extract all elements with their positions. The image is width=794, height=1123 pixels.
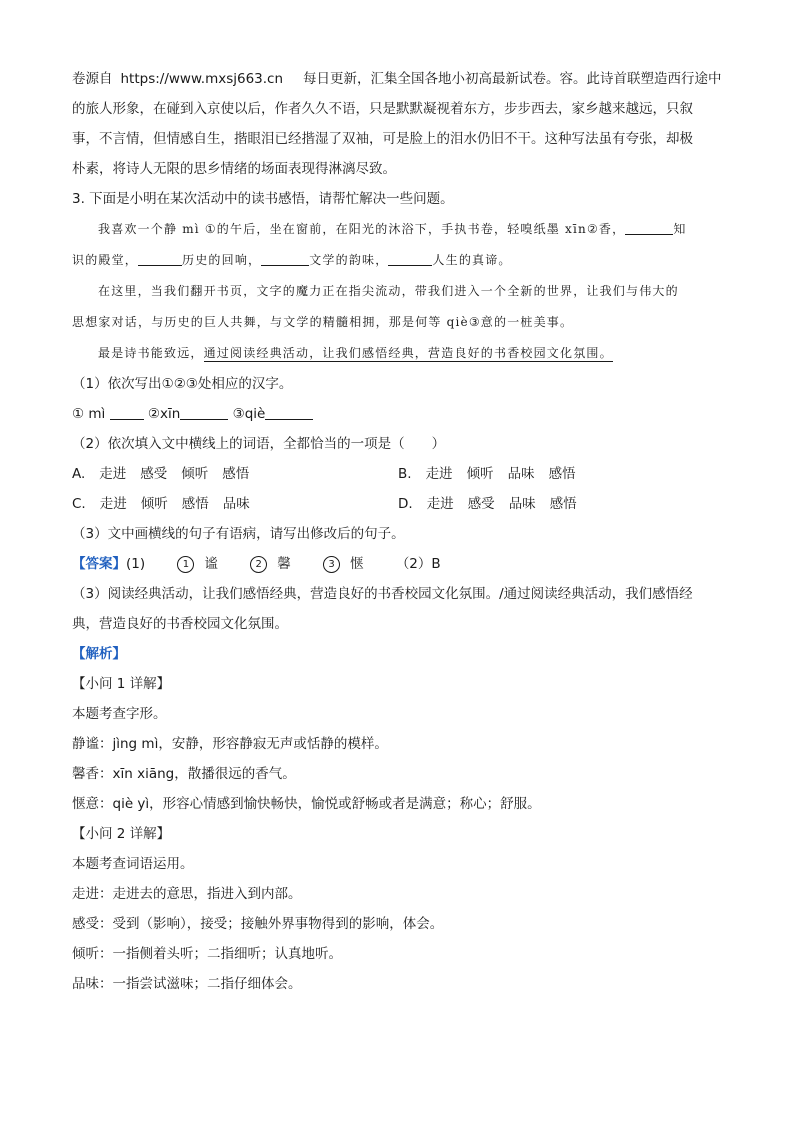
circled-number: 3 bbox=[323, 556, 340, 573]
sub-question-1-blanks: ① mì ②xīn ③qiè bbox=[72, 399, 732, 429]
analysis-text: 本题考查词语运用。 bbox=[72, 856, 194, 872]
passage-line: 最是诗书能致远，通过阅读经典活动，让我们感悟经典，营造良好的书香校园文化氛围。 bbox=[98, 346, 613, 360]
fill-blank bbox=[388, 251, 432, 266]
source-tail: 每日更新，汇集全国各地小初高最新试卷。容。此诗首联塑造西行途中 bbox=[303, 71, 722, 87]
answer-blank bbox=[110, 405, 144, 420]
source-url[interactable]: https://www.mxsj663.cn bbox=[120, 71, 284, 87]
sub-question-1: （1）依次写出①②③处相应的汉字。 bbox=[72, 376, 293, 392]
option-c: C. 走进 倾听 感悟 品味 bbox=[72, 496, 250, 512]
sub-question-3: （3）文中画横线的句子有语病，请写出修改后的句子。 bbox=[72, 526, 405, 542]
reading-passage bbox=[72, 214, 732, 369]
analysis-text: 感受：受到（影响），接受；接触外界事物得到的影响，体会。 bbox=[72, 916, 444, 932]
answer-line: （3）阅读经典活动，让我们感悟经典，营造良好的书香校园文化氛围。/通过阅读经典活动，我们感悟经 bbox=[72, 586, 693, 602]
answer-tag: 【答案】 bbox=[72, 556, 126, 572]
question-3-title: 3. 下面是小明在某次活动中的读书感悟，请帮忙解决一些问题。 bbox=[72, 191, 454, 207]
answer-line: 【答案】(1) 1 谧 2 馨 3 惬 （2）B bbox=[72, 556, 441, 572]
source-prefix: 卷源自 bbox=[72, 71, 113, 87]
analysis-text: 馨香：xīn xiāng，散播很远的香气。 bbox=[72, 766, 296, 782]
circled-number: 1 bbox=[177, 556, 194, 573]
analysis-text: 本题考查字形。 bbox=[72, 706, 167, 722]
analysis-text: 走进：走进去的意思，指进入到内部。 bbox=[72, 886, 302, 902]
circled-number: 2 bbox=[250, 556, 267, 573]
analysis-tag: 【解析】 bbox=[72, 646, 126, 662]
answer-blank bbox=[180, 405, 228, 420]
analysis-text: 倾听：一指侧着头听；二指细听；认真地听。 bbox=[72, 946, 342, 962]
option-b: B. 走进 倾听 品味 感悟 bbox=[398, 466, 576, 482]
answer-line: 典，营造良好的书香校园文化氛围。 bbox=[72, 616, 288, 632]
intro-line: 朴素，将诗人无限的思乡情绪的场面表现得淋漓尽致。 bbox=[72, 161, 396, 177]
sub-heading-q1: 【小问 1 详解】 bbox=[72, 676, 171, 692]
passage-line: 我喜欢一个静 mì ①的午后，坐在窗前，在阳光的沐浴下，手执书卷，轻嗅纸墨 xīn②香， 知 bbox=[98, 222, 687, 236]
passage-line: 在这里，当我们翻开书页，文字的魔力正在指尖流动，带我们进入一个全新的世界，让我们与伟大的 bbox=[98, 284, 679, 298]
sub-question-2: （2）依次填入文中横线上的词语，全都恰当的一项是（ ） bbox=[72, 436, 446, 452]
document-page bbox=[72, 64, 732, 999]
passage-line: 思想家对话，与历史的巨人共舞，与文学的精髓相拥，那是何等 qiè③意的一桩美事。 bbox=[72, 315, 574, 329]
option-d: D. 走进 感受 品味 感悟 bbox=[398, 496, 577, 512]
fill-blank bbox=[138, 251, 182, 266]
underlined-sentence: 通过阅读经典活动，让我们感悟经典，营造良好的书香校园文化氛围。 bbox=[203, 346, 613, 360]
source-header bbox=[72, 64, 732, 94]
sub-heading-q2: 【小问 2 详解】 bbox=[72, 826, 171, 842]
intro-line: 的旅人形象，在碰到入京使以后，作者久久不语，只是默默凝视着东方，步步西去，家乡越来越远，只叙 bbox=[72, 101, 693, 117]
fill-blank bbox=[625, 220, 673, 235]
options-row bbox=[72, 489, 732, 519]
answer-blank bbox=[265, 405, 313, 420]
analysis-text: 品味：一指尝试滋味；二指仔细体会。 bbox=[72, 976, 302, 992]
analysis-text: 惬意：qiè yì，形容心情感到愉快畅快，愉悦或舒畅或者是满意；称心；舒服。 bbox=[72, 796, 541, 812]
fill-blank bbox=[261, 251, 309, 266]
passage-line: 识的殿堂， 历史的回响， 文学的韵味， 人生的真谛。 bbox=[72, 253, 512, 267]
intro-line: 事，不言情，但情感自生，揩眼泪已经揩湿了双袖，可是脸上的泪水仍旧不干。这种写法虽有夸张，却极 bbox=[72, 131, 693, 147]
options-row bbox=[72, 459, 732, 489]
option-a: A. 走进 感受 倾听 感悟 bbox=[72, 466, 250, 482]
analysis-text: 静谧：jìng mì，安静，形容静寂无声或恬静的模样。 bbox=[72, 736, 388, 752]
